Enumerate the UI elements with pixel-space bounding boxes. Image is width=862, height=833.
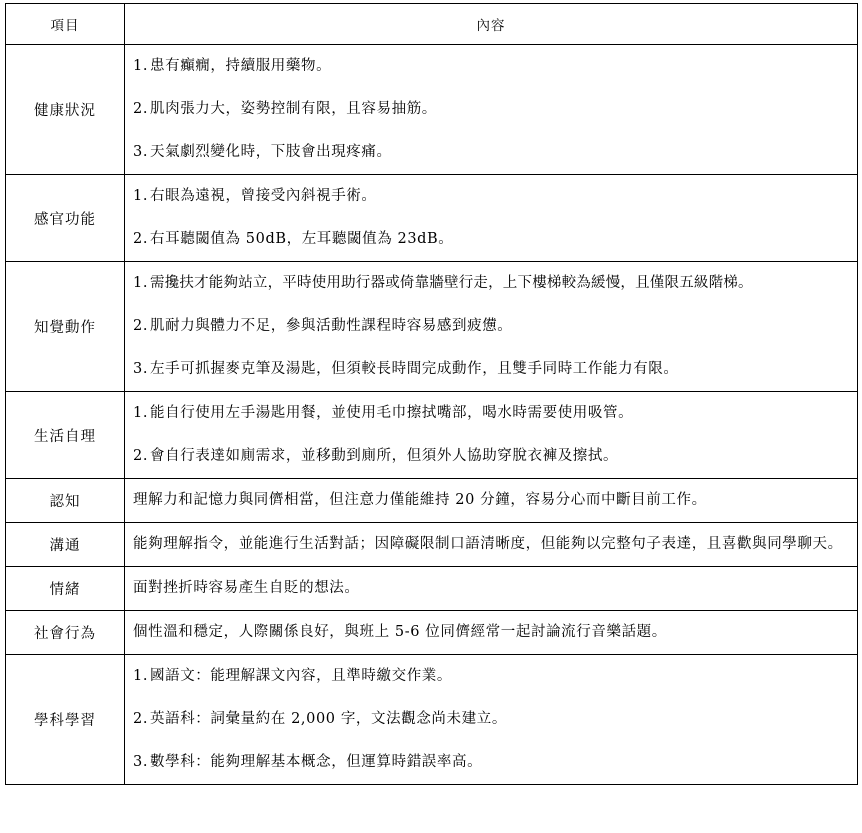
header-content: 內容 (125, 4, 858, 45)
item-text: 會自行表達如廁需求，並移動到廁所，但須外人協助穿脫衣褲及擦拭。 (150, 448, 619, 464)
row-content (125, 523, 858, 567)
table-header-row (6, 4, 858, 45)
item-number: 3. (133, 144, 149, 160)
row-category: 社會行為 (6, 611, 125, 655)
row-category: 認知 (6, 479, 125, 523)
table-row (6, 392, 858, 479)
item-number: 1. (133, 188, 149, 204)
item-text: 右耳聽閾值為 50dB，左耳聽閾值為 23dB。 (150, 231, 454, 247)
list-item (133, 435, 851, 478)
header-item: 項目 (6, 4, 125, 45)
table-row (6, 479, 858, 523)
list-item (133, 218, 851, 261)
item-text: 國語文：能理解課文內容，且準時繳交作業。 (150, 668, 452, 684)
student-profile-table-wrapper (5, 3, 858, 785)
item-number: 2. (133, 711, 149, 727)
table-row (6, 175, 858, 262)
row-text: 能夠理解指令，並能進行生活對話；因障礙限制口語清晰度，但能夠以完整句子表達，且喜歡與同學聊天。 (133, 536, 843, 552)
row-content (125, 175, 858, 262)
list-item (133, 392, 851, 435)
item-number: 3. (133, 361, 149, 377)
student-profile-table (5, 3, 858, 785)
row-content (125, 262, 858, 392)
item-number: 2. (133, 448, 149, 464)
list-item (133, 45, 851, 88)
item-number: 1. (133, 275, 149, 291)
list-item (133, 131, 851, 174)
row-text: 理解力和記憶力與同儕相當，但注意力僅能維持 20 分鐘，容易分心而中斷目前工作。 (133, 492, 707, 508)
item-number: 1. (133, 668, 149, 684)
row-category: 健康狀況 (6, 45, 125, 175)
list-item (133, 698, 851, 741)
list-item (133, 655, 851, 698)
item-number: 2. (133, 318, 149, 334)
item-text: 肌肉張力大，姿勢控制有限，且容易抽筋。 (150, 101, 437, 117)
list-item (133, 348, 851, 391)
row-content (125, 611, 858, 655)
row-category: 溝通 (6, 523, 125, 567)
table-row (6, 655, 858, 785)
table-row (6, 611, 858, 655)
row-text: 面對挫折時容易產生自貶的想法。 (133, 580, 360, 596)
row-category: 感官功能 (6, 175, 125, 262)
item-number: 2. (133, 231, 149, 247)
item-text: 英語科：詞彙量約在 2,000 字，文法觀念尚未建立。 (150, 711, 507, 727)
row-category: 學科學習 (6, 655, 125, 785)
row-content (125, 479, 858, 523)
item-text: 能自行使用左手湯匙用餐，並使用毛巾擦拭嘴部，喝水時需要使用吸管。 (150, 405, 634, 421)
list-item (133, 741, 851, 784)
row-content (125, 655, 858, 785)
row-content (125, 45, 858, 175)
row-category: 情緒 (6, 567, 125, 611)
row-category: 知覺動作 (6, 262, 125, 392)
list-item (133, 262, 851, 305)
table-row (6, 45, 858, 175)
item-text: 需攙扶才能夠站立，平時使用助行器或倚靠牆壁行走，上下樓梯較為緩慢，且僅限五級階梯。 (150, 275, 753, 291)
item-text: 數學科：能夠理解基本概念，但運算時錯誤率高。 (150, 754, 483, 770)
item-number: 2. (133, 101, 149, 117)
row-content (125, 567, 858, 611)
item-number: 1. (133, 58, 149, 74)
item-number: 3. (133, 754, 149, 770)
item-text: 患有癲癇，持續服用藥物。 (150, 58, 332, 74)
list-item (133, 175, 851, 218)
item-text: 左手可抓握麥克筆及湯匙，但須較長時間完成動作，且雙手同時工作能力有限。 (150, 361, 679, 377)
item-number: 1. (133, 405, 149, 421)
row-category: 生活自理 (6, 392, 125, 479)
list-item (133, 88, 851, 131)
item-text: 右眼為遠視，曾接受內斜視手術。 (150, 188, 377, 204)
table-row (6, 262, 858, 392)
row-content (125, 392, 858, 479)
row-text: 個性溫和穩定，人際關係良好，與班上 5-6 位同儕經常一起討論流行音樂話題。 (133, 624, 667, 640)
table-row (6, 523, 858, 567)
item-text: 天氣劇烈變化時，下肢會出現疼痛。 (150, 144, 392, 160)
list-item (133, 305, 851, 348)
table-row (6, 567, 858, 611)
item-text: 肌耐力與體力不足，參與活動性課程時容易感到疲憊。 (150, 318, 513, 334)
